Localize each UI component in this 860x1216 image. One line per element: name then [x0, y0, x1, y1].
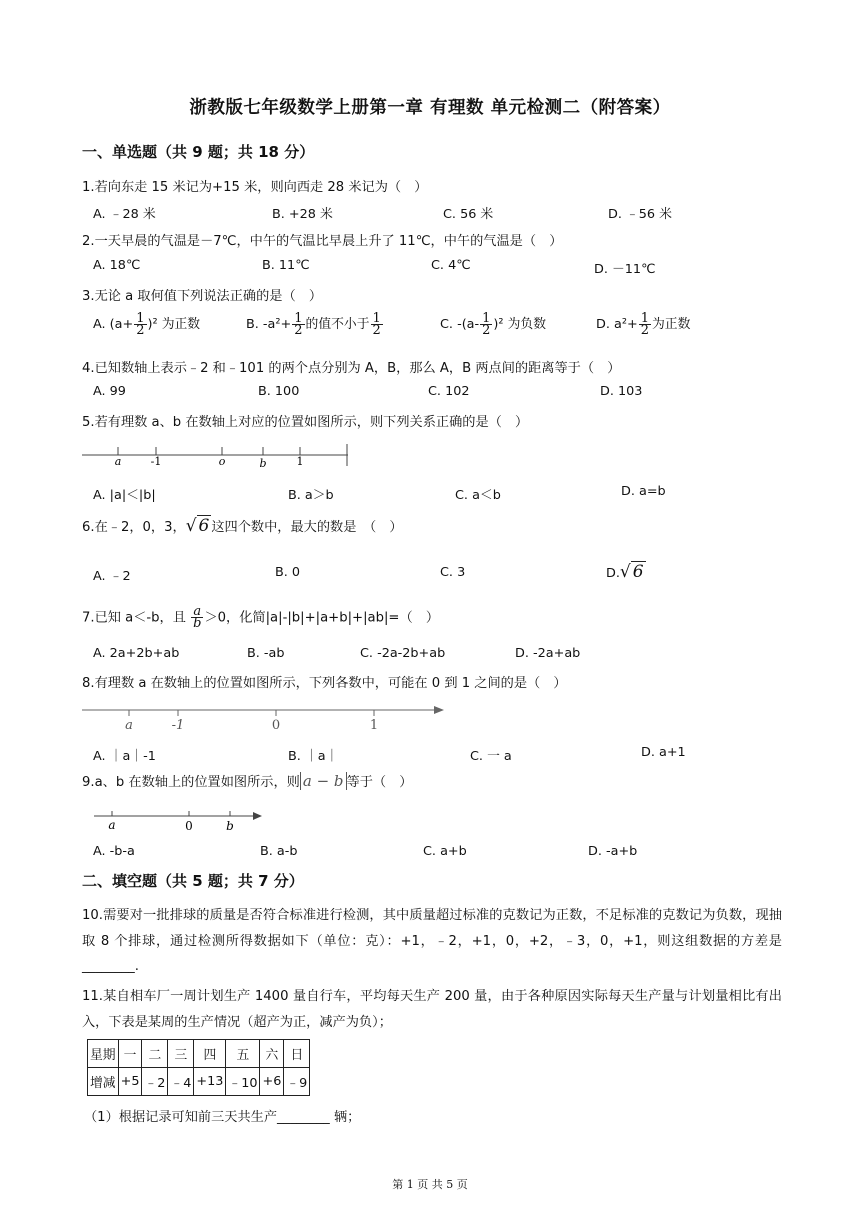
- axis-label-origin: o: [218, 455, 226, 468]
- q4-option-c: C. 102: [428, 384, 470, 399]
- q3-option-d: D. a²+ $\frac{1}{2}$ 为正数: [596, 311, 691, 338]
- q8-number-line: [80, 700, 446, 734]
- section-heading-single-choice: 一、单选题（共 9 题；共 18 分）: [82, 143, 315, 161]
- q6-option-a: A. ﹣2: [93, 569, 131, 584]
- axis-label-a: a: [108, 818, 116, 832]
- q7-option-c: C. -2a-2b+ab: [360, 646, 446, 661]
- question-7: 7.已知 a＜-b，且 $\frac{a}{b}$ ＞0，化简|a|-|b|+|a+b|+|ab|=（ ）: [82, 604, 440, 631]
- absolute-value-expression: a − b: [300, 772, 347, 790]
- table-cell: 星期: [88, 1040, 119, 1068]
- q6-option-c: C. 3: [440, 565, 466, 580]
- table-cell: 五: [226, 1040, 260, 1068]
- axis-label-zero: 0: [185, 819, 193, 833]
- sqrt-symbol: √ 6: [619, 562, 644, 582]
- table-cell: 日: [284, 1040, 310, 1068]
- question-9: 9.a、b 在数轴上的位置如图所示，则 a − b 等于（ ）: [82, 772, 413, 790]
- q3-option-c: C. -(a- $\frac{1}{2}$ )² 为负数: [440, 311, 547, 338]
- question-11: 11.某自相车厂一周计划生产 1400 量自行车，平均每天生产 200 量，由于各种原因实际每天生产量与计划量相比有出入，下表是某周的生产情况（超产为正，减产为负）；: [82, 989, 782, 1030]
- q1-option-a: A. ﹣28 米: [93, 207, 156, 222]
- table-row: [88, 1040, 310, 1068]
- q3-option-a: A. (a+ $\frac{1}{2}$ )² 为正数: [93, 311, 201, 338]
- q4-option-a: A. 99: [93, 384, 126, 399]
- table-cell: 二: [142, 1040, 168, 1068]
- q6-option-d: D.√ 6: [606, 562, 644, 582]
- q9-option-d: D. -a+b: [588, 844, 638, 859]
- axis-label-minus-one: -1: [171, 718, 185, 733]
- q2-option-a: A. 18℃: [93, 258, 141, 273]
- section-heading-fill-in: 二、填空题（共 5 题；共 7 分）: [82, 872, 304, 890]
- q2-option-b: B. 11℃: [262, 258, 310, 273]
- q7-option-b: B. -ab: [247, 646, 285, 661]
- page-footer: 第 1 页 共 5 页: [392, 1178, 468, 1191]
- table-cell: +5: [118, 1068, 142, 1096]
- question-2: 2.一天早晨的气温是－7℃，中午的气温比早晨上升了 11℃，中午的气温是（ ）: [82, 234, 563, 249]
- table-cell: 六: [260, 1040, 284, 1068]
- table-cell: +6: [260, 1068, 284, 1096]
- question-3: 3.无论 a 取何值下列说法正确的是（ ）: [82, 289, 323, 304]
- q4-option-d: D. 103: [600, 384, 643, 399]
- question-10: 10.需要对一批排球的质量是否符合标准进行检测，其中质量超过标准的克数记为正数，不足标准的克数记为负数，现抽取 8 个排球，通过检测所得数据如下（单位：克）：+1，﹣2，+1，0，+2，﹣3，0，+1，则这组数据的方差是________.: [82, 908, 782, 974]
- table-cell: +13: [194, 1068, 226, 1096]
- q8-option-a: A. ｜a｜-1: [93, 749, 156, 764]
- question-8: 8.有理数 a 在数轴上的位置如图所示，下列各数中，可能在 0 到 1 之间的是（ ）: [82, 676, 567, 691]
- question-6: 6.在﹣2，0，3，√ 6 这四个数中，最大的数是 （ ）: [82, 516, 403, 536]
- q8-option-c: C. 一 a: [470, 749, 512, 764]
- axis-label-minus-one: -1: [150, 455, 162, 468]
- axis-label-zero: 0: [271, 718, 281, 733]
- axis-label-a: a: [125, 718, 133, 733]
- question-1: 1.若向东走 15 米记为+15 米，则向西走 28 米记为（ ）: [82, 180, 428, 195]
- axis-label-one: 1: [369, 718, 379, 733]
- table-cell: 增减: [88, 1068, 119, 1096]
- q6-option-b: B. 0: [275, 565, 301, 580]
- q9-option-c: C. a+b: [423, 844, 467, 859]
- table-cell: ﹣9: [284, 1068, 310, 1096]
- q5-option-a: A. |a|＜|b|: [93, 488, 156, 503]
- q5-option-d: D. a=b: [621, 484, 666, 499]
- q5-number-line: [80, 440, 350, 470]
- q8-option-b: B. ｜a｜: [288, 749, 339, 764]
- q1-option-b: B. +28 米: [272, 207, 333, 222]
- q2-option-c: C. 4℃: [431, 258, 471, 273]
- question-11-part-1: （1）根据记录可知前三天共生产________ 辆；: [84, 1110, 361, 1125]
- table-cell: 一: [118, 1040, 142, 1068]
- table-cell: ﹣10: [226, 1068, 260, 1096]
- axis-label-one: 1: [296, 455, 304, 468]
- table-cell: ﹣2: [142, 1068, 168, 1096]
- table-row: [88, 1068, 310, 1096]
- q5-option-c: C. a＜b: [455, 488, 501, 503]
- axis-label-b: b: [259, 457, 267, 470]
- q5-option-b: B. a＞b: [288, 488, 334, 503]
- q1-option-c: C. 56 米: [443, 207, 494, 222]
- q9-option-b: B. a-b: [260, 844, 298, 859]
- q4-option-b: B. 100: [258, 384, 300, 399]
- q3-option-b: B. -a²+ $\frac{1}{2}$ 的值不小于 $\frac{1}{2}$: [246, 311, 381, 338]
- table-cell: ﹣4: [168, 1068, 194, 1096]
- axis-label-a: a: [114, 455, 122, 468]
- q8-option-d: D. a+1: [641, 745, 686, 760]
- q7-option-d: D. -2a+ab: [515, 646, 581, 661]
- question-4: 4.已知数轴上表示﹣2 和﹣101 的两个点分别为 A，B，那么 A，B 两点间的距离等于（ ）: [82, 361, 621, 376]
- page-title: 浙教版七年级数学上册第一章 有理数 单元检测二（附答案）: [189, 98, 671, 118]
- sqrt-symbol: √ 6: [185, 516, 210, 536]
- q2-option-d: D. －11℃: [594, 262, 656, 277]
- question-5: 5.若有理数 a、b 在数轴上对应的位置如图所示，则下列关系正确的是（ ）: [82, 415, 529, 430]
- q9-option-a: A. -b-a: [93, 844, 135, 859]
- production-table: [87, 1039, 310, 1096]
- q1-option-d: D. ﹣56 米: [608, 207, 672, 222]
- q7-option-a: A. 2a+2b+ab: [93, 646, 180, 661]
- q9-number-line: [92, 806, 264, 834]
- axis-label-b: b: [226, 819, 234, 833]
- table-cell: 四: [194, 1040, 226, 1068]
- table-cell: 三: [168, 1040, 194, 1068]
